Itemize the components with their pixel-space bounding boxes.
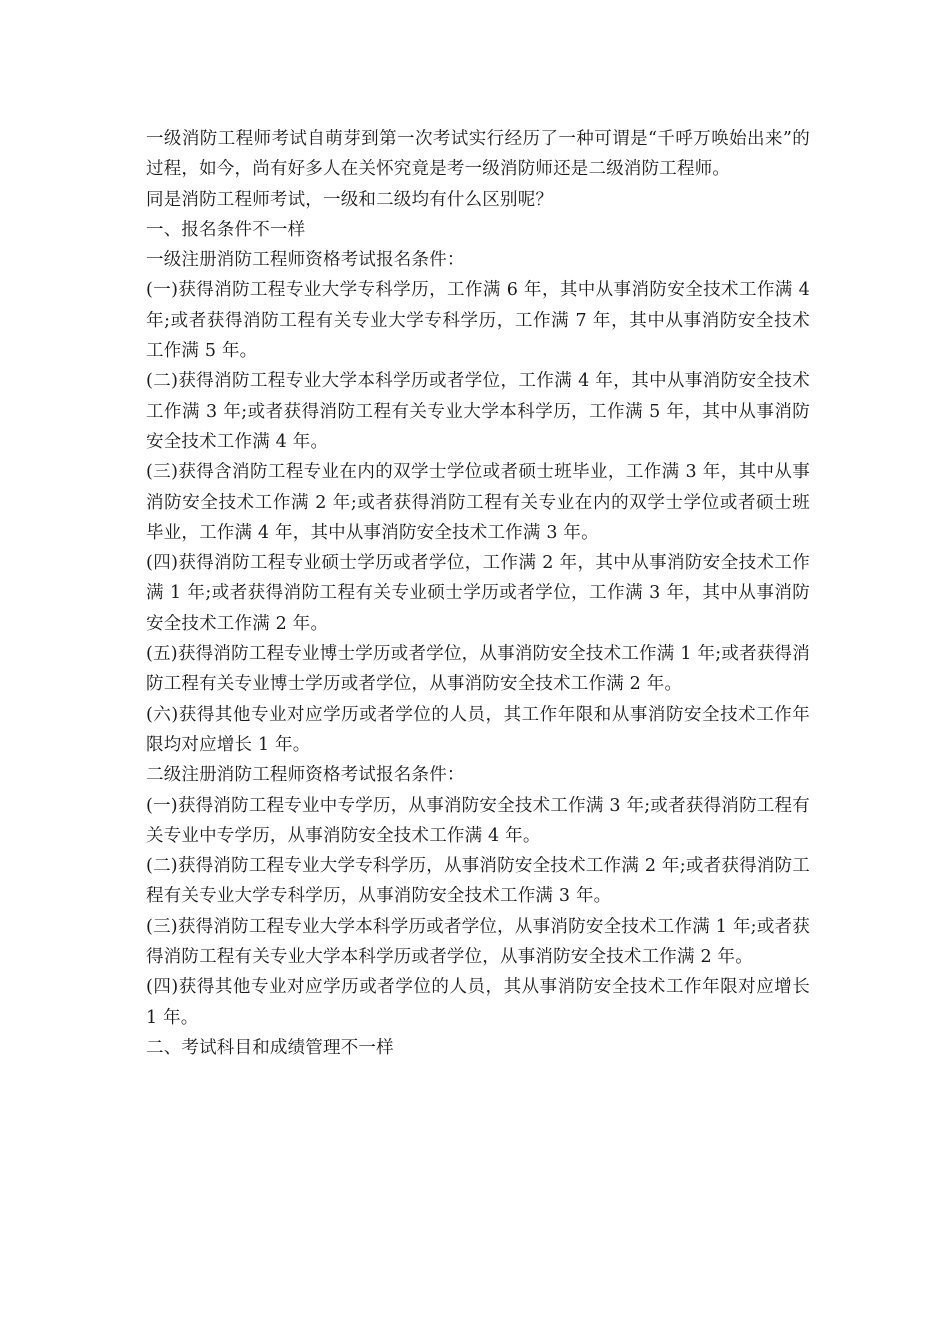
section-heading-1: 一、报名条件不一样 xyxy=(146,219,306,240)
question-paragraph: 同是消防工程师考试，一级和二级均有什么区别呢？ xyxy=(146,189,554,210)
document-body xyxy=(146,124,810,1063)
subheading-level1-conditions: 一级注册消防工程师资格考试报名条件： xyxy=(146,250,465,271)
level1-condition-1: (一)获得消防工程专业大学专科学历，工作满 6 年，其中从事消防安全技术工作满 4 年;或者获得消防工程有关专业大学专科学历，工作满 7 年，其中从事消防安全技术工作满 5 年。 xyxy=(146,280,810,362)
level1-condition-5: (五)获得消防工程专业博士学历或者学位，从事消防安全技术工作满 1 年;或者获得消防工程有关专业博士学历或者学位，从事消防安全技术工作满 2 年。 xyxy=(146,644,810,695)
level2-condition-4: (四)获得其他专业对应学历或者学位的人员，其从事消防安全技术工作年限对应增长 1 年。 xyxy=(146,977,810,1028)
subheading-level2-conditions: 二级注册消防工程师资格考试报名条件： xyxy=(146,765,465,786)
level1-condition-2: (二)获得消防工程专业大学本科学历或者学位，工作满 4 年，其中从事消防安全技术工作满 3 年;或者获得消防工程有关专业大学本科学历，工作满 5 年，其中从事消防安全技术工作满 4 年。 xyxy=(146,371,810,452)
level1-condition-4: (四)获得消防工程专业硕士学历或者学位，工作满 2 年，其中从事消防安全技术工作满 1 年;或者获得消防工程有关专业硕士学历或者学位，工作满 3 年，其中从事消防安全技术工作满 2 年。 xyxy=(146,553,810,634)
level2-condition-3: (三)获得消防工程专业大学本科学历或者学位，从事消防安全技术工作满 1 年;或者获得消防工程有关专业大学本科学历或者学位，从事消防安全技术工作满 2 年。 xyxy=(146,916,810,968)
section-heading-2: 二、考试科目和成绩管理不一样 xyxy=(146,1037,394,1058)
intro-paragraph: 一级消防工程师考试自萌芽到第一次考试实行经历了一种可谓是“千呼万唤始出来”的过程，如今，尚有好多人在关怀究竟是考一级消防师还是二级消防工程师。 xyxy=(146,129,810,180)
level1-condition-6: (六)获得其他专业对应学历或者学位的人员，其工作年限和从事消防安全技术工作年限均对应增长 1 年。 xyxy=(146,704,810,755)
level2-condition-2: (二)获得消防工程专业大学专科学历，从事消防安全技术工作满 2 年;或者获得消防工程有关专业大学专科学历，从事消防安全技术工作满 3 年。 xyxy=(146,856,810,907)
level2-condition-1: (一)获得消防工程专业中专学历，从事消防安全技术工作满 3 年;或者获得消防工程有关专业中专学历，从事消防安全技术工作满 4 年。 xyxy=(146,795,810,846)
level1-condition-3: (三)获得含消防工程专业在内的双学士学位或者硕士班毕业，工作满 3 年，其中从事消防安全技术工作满 2 年;或者获得消防工程有关专业在内的双学士学位或者硕士班毕业，工作满 4 年，其中从事消防安全技术工作满 3 年。 xyxy=(146,462,810,543)
